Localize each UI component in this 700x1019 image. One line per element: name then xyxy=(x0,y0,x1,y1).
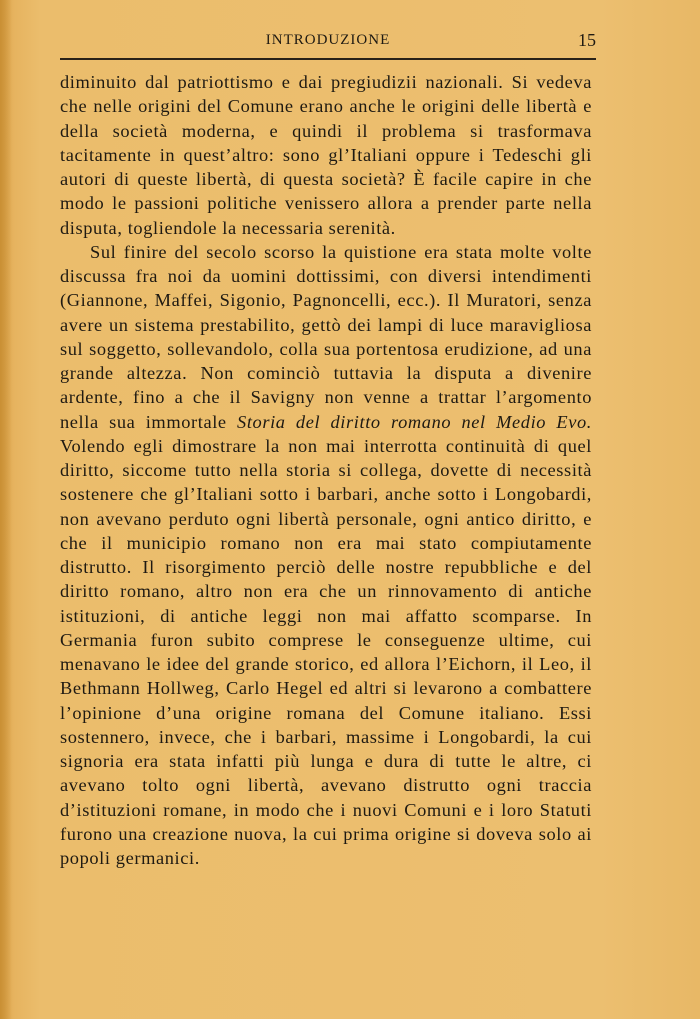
paragraph-2-text-after: Volendo egli dimostrare la non mai interrotta continuità di quel diritto, siccome tutto nella storia si collega, dovette di necessità sostenere che gl’Italiani sotto i barbari, anche sotto i Longobardi, non avevano perduto ogni libertà personale, ogni antico diritto, e che il municipio romano non era mai stato compiutamente distrutto. Il risorgimento perciò delle nostre repubbliche e del diritto romano, altro non era che un rinnovamento di antiche istituzioni, di antiche leggi non mai affatto scomparse. In Germania furon subito comprese le conseguenze ultime, cui menavano le idee del grande storico, ed allora l’Eichorn, il Leo, il Bethmann Hollweg, Carlo Hegel ed altri si levarono a combattere l’opinione d’una origine romana del Comune italiano. Essi sostennero, invece, che i barbari, massime i Longobardi, la cui signoria era stata infatti più lunga e dura di tutte le altre, ci avevano tolto ogni libertà, avevano distrutto ogni traccia d’istituzioni romane, in modo che i nuovi Comuni e i loro Statuti furono una creazione nuova, la cui prima origine si doveva solo ai popoli germanici. xyxy=(60,435,592,868)
paragraph-1: diminuito dal patriottismo e dai pregiudizii nazionali. Si vedeva che nelle origini del Comune erano anche le origini delle libertà e della società moderna, e quindi il problema si trasformava tacitamente in quest’altro: sono gl’Italiani oppure i Tedeschi gli autori di queste libertà, di questa società? È facile capire in che modo le passioni politiche venissero allora a prender parte nella disputa, togliendole la necessaria serenità. xyxy=(60,72,592,238)
header-rule xyxy=(60,58,596,60)
page-header xyxy=(60,30,596,54)
page-number: 15 xyxy=(578,30,596,50)
body-text xyxy=(60,70,592,870)
paragraph-2 xyxy=(60,240,592,871)
paragraph-2-text-before: Sul finire del secolo scorso la quistione era stata molte volte discussa fra noi da uomini dottissimi, con diversi intendimenti (Giannone, Maffei, Sigonio, Pagnoncelli, ecc.). Il Muratori, senza avere un sistema prestabilito, gettò dei lampi di luce maravigliosa sul soggetto, sollevandolo, colla sua portentosa erudizione, ad una grande altezza. Non cominciò tuttavia la disputa a divenire ardente, fino a che il Savigny non venne a trattar l’argomento nella sua immortale xyxy=(60,241,592,432)
book-title: Storia del diritto romano nel Medio Evo. xyxy=(237,411,592,432)
page-edge-shadow xyxy=(0,0,12,1019)
running-head: INTRODUZIONE xyxy=(265,32,391,48)
